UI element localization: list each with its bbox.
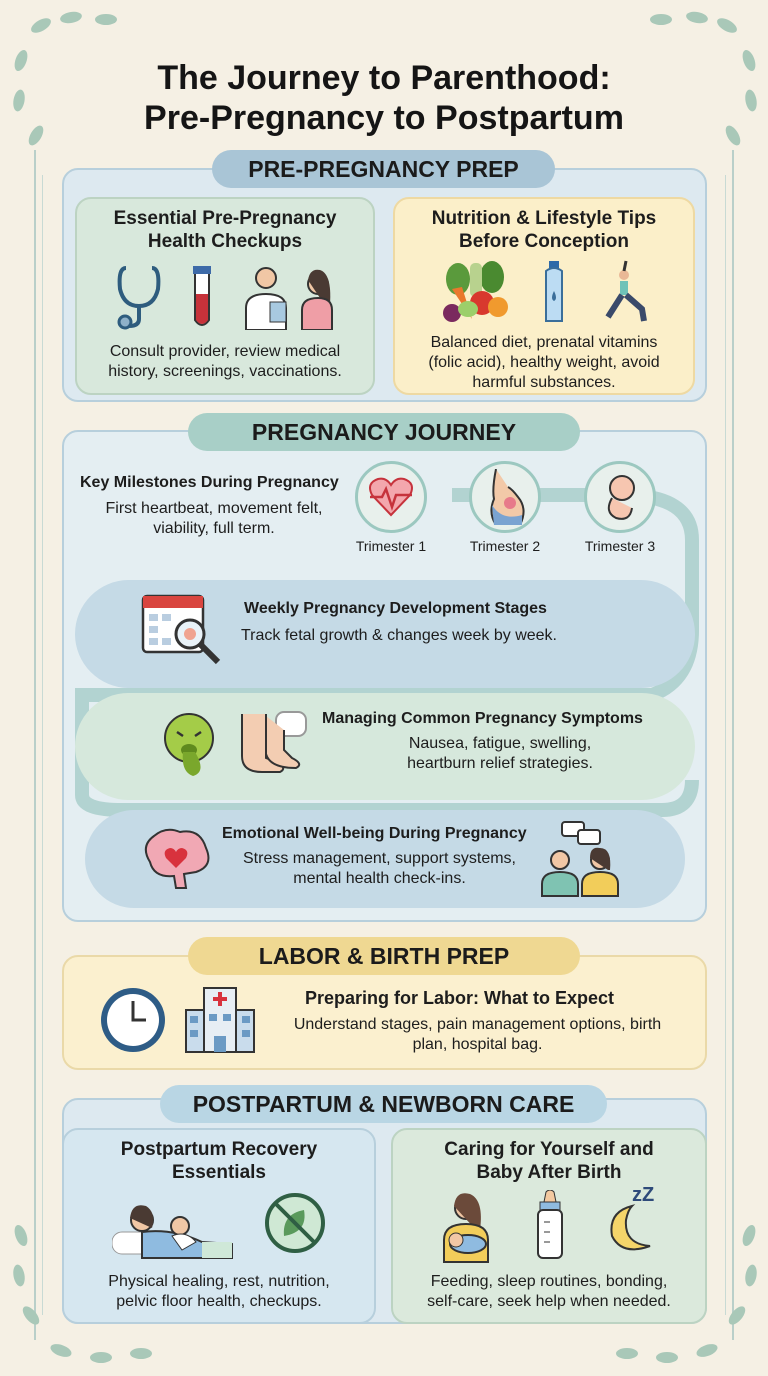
vegetables-icon bbox=[438, 259, 512, 325]
nutrition-desc-1: Balanced diet, prenatal vitamins bbox=[430, 334, 658, 351]
trimester-1-label: Trimester 1 bbox=[355, 538, 427, 554]
trimester-3-circle bbox=[584, 461, 656, 533]
symptoms-desc-1: Nausea, fatigue, swelling, bbox=[408, 735, 592, 752]
caring-title-1: Caring for Yourself and bbox=[444, 1139, 654, 1160]
support-people-icon bbox=[538, 820, 622, 898]
no-herbs-icon bbox=[264, 1192, 326, 1254]
labor-desc bbox=[270, 1015, 685, 1055]
hospital-icon bbox=[182, 984, 258, 1054]
stethoscope-icon bbox=[114, 264, 164, 330]
checkups-desc-1: Consult provider, review medical bbox=[109, 343, 341, 360]
brain-heart-icon bbox=[140, 826, 212, 892]
trimester-2-label: Trimester 2 bbox=[469, 538, 541, 554]
pregnancy-journey-header: PREGNANCY JOURNEY bbox=[188, 413, 580, 451]
trimester-3-label: Trimester 3 bbox=[584, 538, 656, 554]
labor-desc-2: plan, hospital bag. bbox=[412, 1036, 543, 1053]
nutrition-desc-2: (folic acid), healthy weight, avoid bbox=[428, 354, 660, 371]
doctor-patient-icon bbox=[240, 264, 336, 330]
recovery-desc-2: pelvic floor health, checkups. bbox=[116, 1293, 322, 1310]
yoga-icon bbox=[596, 259, 650, 325]
fetus-icon bbox=[598, 472, 642, 522]
milestones-title: Key Milestones During Pregnancy bbox=[80, 474, 339, 491]
caring-desc-1: Feeding, sleep routines, bonding, bbox=[430, 1273, 668, 1290]
labor-desc-1: Understand stages, pain management options, birth bbox=[293, 1016, 662, 1033]
checkups-title-1: Essential Pre-Pregnancy bbox=[113, 208, 337, 229]
milestones-desc-1: First heartbeat, movement felt, bbox=[105, 500, 323, 517]
postpartum-header: POSTPARTUM & NEWBORN CARE bbox=[160, 1085, 607, 1123]
clock-icon bbox=[98, 985, 168, 1055]
test-tube-icon bbox=[190, 264, 214, 330]
caring-title-2: Baby After Birth bbox=[476, 1162, 622, 1183]
title-line-1: The Journey to Parenthood: bbox=[157, 59, 611, 97]
labor-title: Preparing for Labor: What to Expect bbox=[305, 988, 615, 1008]
milestones-desc bbox=[80, 499, 348, 539]
nausea-face-icon bbox=[163, 712, 219, 778]
pregnant-belly-icon bbox=[482, 469, 528, 525]
checkups-desc-2: history, screenings, vaccinations. bbox=[108, 363, 342, 380]
trimester-2-circle bbox=[469, 461, 541, 533]
caring-card bbox=[391, 1128, 707, 1324]
checkups-title-2: Health Checkups bbox=[147, 231, 303, 252]
moon-sleep-icon bbox=[602, 1184, 662, 1256]
page-title bbox=[0, 58, 768, 138]
recovery-title-2: Essentials bbox=[172, 1162, 266, 1183]
caring-desc-2: self-care, seek help when needed. bbox=[427, 1293, 671, 1310]
water-bottle-icon bbox=[540, 259, 568, 325]
nutrition-card bbox=[393, 197, 695, 395]
resting-mother-baby-icon bbox=[112, 1192, 236, 1262]
title-line-2: Pre-Pregnancy to Postpartum bbox=[144, 99, 624, 137]
nutrition-desc-3: harmful substances. bbox=[472, 374, 616, 391]
symptoms-desc-2: heartburn relief strategies. bbox=[407, 755, 593, 772]
swollen-feet-icon bbox=[236, 710, 312, 776]
emotional-desc-2: mental health check-ins. bbox=[293, 870, 466, 887]
recovery-card bbox=[62, 1128, 376, 1324]
baby-bottle-icon bbox=[534, 1190, 566, 1260]
nutrition-title-1: Nutrition & Lifestyle Tips bbox=[431, 208, 657, 229]
recovery-desc-1: Physical healing, rest, nutrition, bbox=[108, 1273, 330, 1290]
weekly-desc: Track fetal growth & changes week by week. bbox=[241, 627, 557, 644]
breastfeeding-icon bbox=[436, 1190, 498, 1264]
recovery-title-1: Postpartum Recovery bbox=[120, 1139, 318, 1160]
health-checkups-card bbox=[75, 197, 375, 395]
trimester-1-circle bbox=[355, 461, 427, 533]
heartbeat-icon bbox=[368, 477, 414, 517]
labor-header: LABOR & BIRTH PREP bbox=[188, 937, 580, 975]
zzz-text: zZ bbox=[632, 1184, 655, 1206]
milestones-desc-2: viability, full term. bbox=[153, 520, 275, 537]
calendar-magnifier-icon bbox=[140, 590, 224, 666]
symptoms-title: Managing Common Pregnancy Symptoms bbox=[322, 710, 643, 727]
emotional-title: Emotional Well-being During Pregnancy bbox=[222, 825, 527, 842]
symptoms-desc bbox=[380, 734, 620, 774]
pre-pregnancy-header: PRE-PREGNANCY PREP bbox=[212, 150, 555, 188]
emotional-desc-1: Stress management, support systems, bbox=[243, 850, 516, 867]
nutrition-title-2: Before Conception bbox=[459, 231, 629, 252]
weekly-title: Weekly Pregnancy Development Stages bbox=[244, 600, 547, 617]
emotional-desc bbox=[222, 849, 537, 889]
